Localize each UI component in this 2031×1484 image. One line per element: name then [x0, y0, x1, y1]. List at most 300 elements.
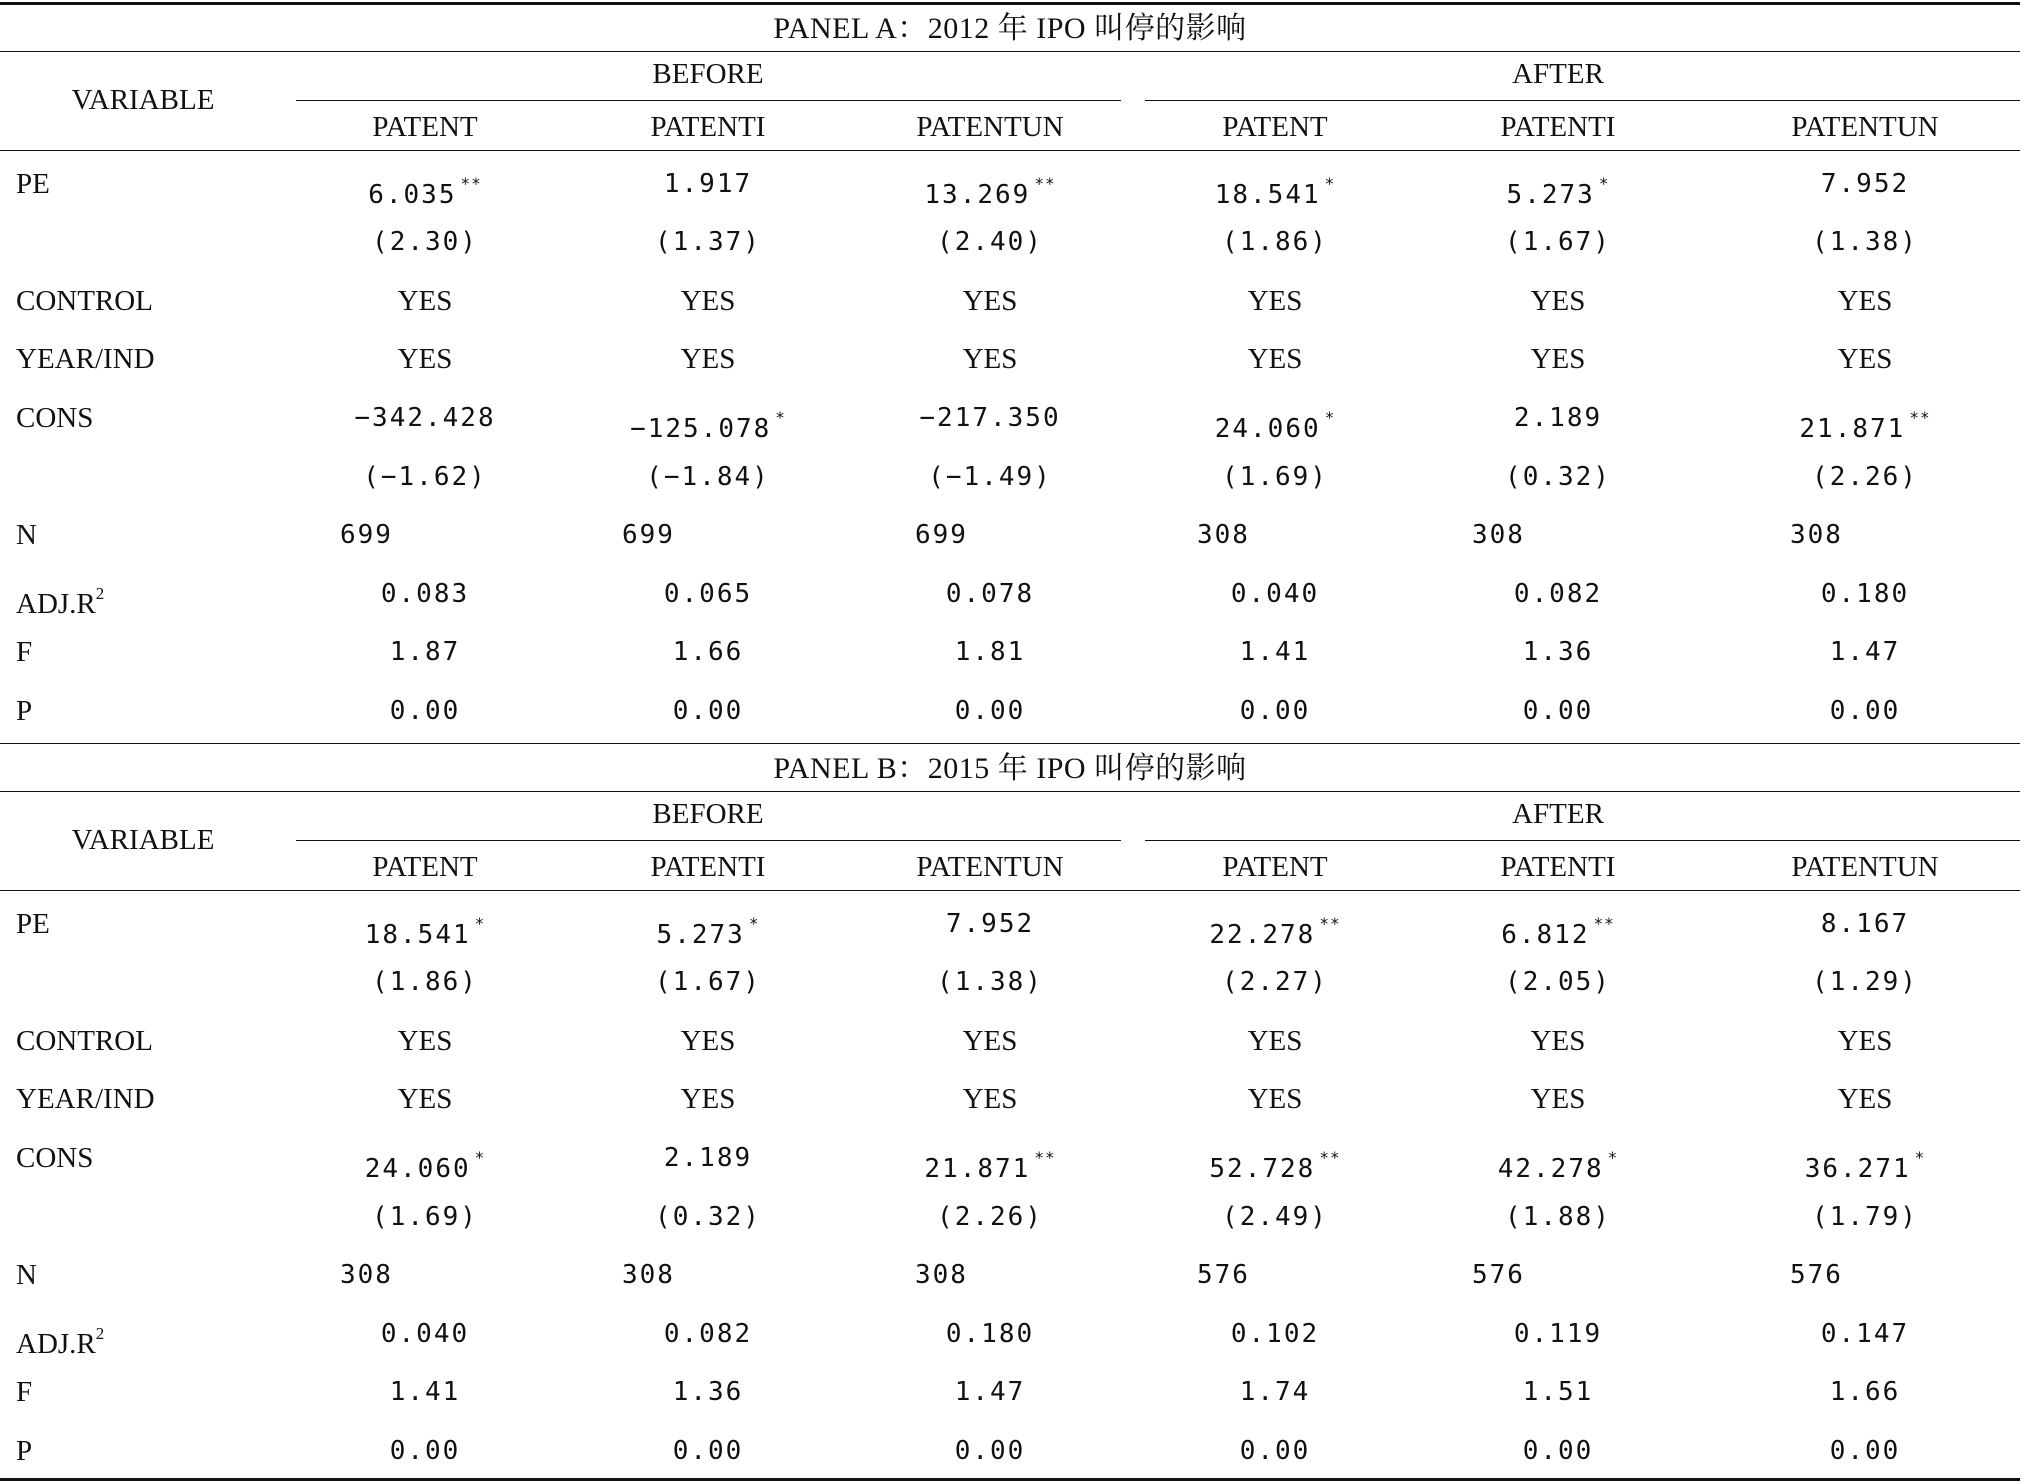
row-label [16, 1255, 37, 1295]
significance-stars: * [775, 408, 786, 427]
cell-value: −342.428 [354, 403, 496, 433]
cell-value: 0.083 [380, 579, 470, 609]
table-cell [1498, 1138, 1619, 1189]
row-label [16, 1314, 104, 1364]
cell-value: YES [962, 285, 1018, 317]
cell-value: YES [680, 285, 736, 317]
row-label-text: P [16, 695, 33, 727]
table-cell [1830, 1431, 1901, 1471]
cell-value: 308 [340, 1260, 393, 1290]
cell-value: 18.541 [1214, 180, 1321, 210]
row-label-superscript: 2 [95, 1324, 105, 1343]
table-cell [622, 1255, 675, 1295]
table-cell [655, 962, 761, 1002]
table-cell [681, 281, 736, 321]
row-label-superscript: 2 [95, 584, 105, 603]
cell-value: YES [1530, 285, 1586, 317]
cell-value: 1.41 [1239, 637, 1311, 667]
cell-value: 7.952 [945, 909, 1035, 939]
cell-value: YES [1247, 1083, 1303, 1115]
cell-value: 0.147 [1820, 1319, 1910, 1349]
cell-value: 308 [1472, 520, 1525, 550]
header-rule [0, 150, 2020, 151]
row-label [16, 339, 155, 379]
cell-value: YES [1530, 1025, 1586, 1057]
header-patentun-after: PATENTUN [1791, 111, 1939, 143]
cell-value: YES [397, 1083, 453, 1115]
table-cell [915, 515, 968, 555]
cell-value: 0.00 [954, 1436, 1026, 1466]
row-label [16, 1372, 32, 1412]
table-cell [937, 222, 1043, 262]
table-cell [1197, 1255, 1250, 1295]
table-cell [622, 515, 675, 555]
table-cell [646, 457, 770, 497]
table-cell [963, 339, 1018, 379]
panel-title: PANEL A：2012 年 IPO 叫停的影响 [773, 12, 1247, 45]
cell-value: YES [962, 1025, 1018, 1057]
title-rule [0, 791, 2020, 792]
cell-value: (1.79) [1812, 1202, 1918, 1232]
cell-value: 1.66 [672, 637, 744, 667]
row-label-text: CONTROL [16, 1025, 153, 1057]
cell-value: YES [1837, 343, 1893, 375]
header-group-before: BEFORE [652, 798, 764, 830]
after-group-rule [1145, 840, 2020, 841]
table-cell [1821, 904, 1909, 944]
table-cell [681, 1079, 736, 1119]
cell-value: (1.67) [655, 967, 761, 997]
significance-stars: ** [1909, 408, 1931, 427]
table-cell [915, 1255, 968, 1295]
significance-stars: ** [1593, 914, 1615, 933]
table-cell [1523, 1431, 1594, 1471]
cell-value: (1.88) [1505, 1202, 1611, 1232]
cell-value: YES [680, 343, 736, 375]
table-cell [657, 904, 760, 955]
table-cell [924, 164, 1055, 215]
table-cell [924, 1138, 1055, 1189]
cell-value: 7.952 [1820, 169, 1910, 199]
cell-value: 0.00 [954, 696, 1026, 726]
row-label [16, 632, 32, 672]
table-cell [1514, 398, 1602, 438]
table-cell [368, 164, 482, 215]
table-cell [1531, 339, 1586, 379]
table-cell [655, 222, 761, 262]
row-label-text: YEAR/IND [16, 1083, 155, 1115]
before-group-rule [296, 840, 1121, 841]
panel-title: PANEL B：2015 年 IPO 叫停的影响 [773, 752, 1247, 785]
row-label-text: CONTROL [16, 285, 153, 317]
after-group-rule [1145, 100, 2020, 101]
cell-value: 1.47 [954, 1377, 1026, 1407]
table-cell [1472, 1255, 1525, 1295]
cell-value: YES [680, 1025, 736, 1057]
table-cell [1505, 962, 1611, 1002]
cell-value: (−1.84) [646, 462, 770, 492]
cell-value: (0.32) [1505, 462, 1611, 492]
table-cell [398, 1021, 453, 1061]
cell-value: (2.26) [937, 1202, 1043, 1232]
table-cell [1501, 904, 1615, 955]
table-cell [1830, 1372, 1901, 1412]
row-label [16, 1138, 93, 1178]
cell-value: YES [680, 1083, 736, 1115]
table-cell [1805, 1138, 1926, 1189]
cell-value: 699 [915, 520, 968, 550]
table-cell [681, 1021, 736, 1061]
cell-value: 1.917 [663, 169, 753, 199]
cell-value: 576 [1472, 1260, 1525, 1290]
table-cell [1812, 1197, 1918, 1237]
table-cell [1222, 962, 1328, 1002]
table-cell [1240, 1372, 1311, 1412]
cell-value: YES [1530, 1083, 1586, 1115]
header-patentun-after: PATENTUN [1791, 851, 1939, 883]
table-cell [1209, 1138, 1340, 1189]
table-cell [1821, 1314, 1909, 1354]
table-cell [1799, 398, 1930, 449]
cell-value: (1.38) [937, 967, 1043, 997]
cell-value: 36.271 [1804, 1154, 1911, 1184]
table-cell [946, 904, 1034, 944]
cell-value: 0.065 [663, 579, 753, 609]
cell-value: 18.541 [364, 920, 471, 950]
row-label [16, 1431, 32, 1471]
cell-value: 1.36 [1522, 637, 1594, 667]
row-label-text: YEAR/IND [16, 343, 155, 375]
cell-value: 1.41 [389, 1377, 461, 1407]
row-label [16, 1079, 155, 1119]
table-cell [1514, 574, 1602, 614]
row-label [16, 281, 153, 321]
cell-value: 576 [1790, 1260, 1843, 1290]
cell-value: (2.40) [937, 227, 1043, 257]
cell-value: 0.040 [380, 1319, 470, 1349]
cell-value: 0.180 [1820, 579, 1910, 609]
table-cell [398, 339, 453, 379]
cell-value: 21.871 [924, 1154, 1031, 1184]
cell-value: (−1.62) [363, 462, 487, 492]
cell-value: 21.871 [1799, 414, 1906, 444]
table-cell [398, 281, 453, 321]
significance-stars: * [1324, 408, 1336, 427]
table-cell [390, 632, 461, 672]
cell-value: YES [1247, 1025, 1303, 1057]
table-cell [946, 574, 1034, 614]
header-patent-after: PATENT [1222, 111, 1328, 143]
row-label-text: F [16, 636, 33, 668]
table-cell [1215, 398, 1336, 449]
table-cell [664, 574, 752, 614]
table-cell [363, 457, 487, 497]
cell-value: 0.00 [1829, 696, 1901, 726]
header-patenti-before: PATENTI [650, 851, 766, 883]
cell-value: 22.278 [1209, 920, 1316, 950]
cell-value: 308 [915, 1260, 968, 1290]
table-cell [673, 632, 744, 672]
table-cell [1812, 457, 1918, 497]
table-cell [937, 1197, 1043, 1237]
cell-value: 6.035 [368, 180, 457, 210]
table-cell [1812, 222, 1918, 262]
table-cell [1523, 632, 1594, 672]
table-cell [928, 457, 1052, 497]
table-cell [398, 1079, 453, 1119]
table-cell [1531, 281, 1586, 321]
cell-value: 2.189 [1513, 403, 1603, 433]
table-cell [390, 1431, 461, 1471]
row-label [16, 515, 37, 555]
row-label-text: P [16, 1435, 33, 1467]
table-cell [1523, 691, 1594, 731]
header-patent-before: PATENT [372, 111, 478, 143]
table-cell [1531, 1079, 1586, 1119]
cell-value: 1.81 [954, 637, 1026, 667]
cell-value: 0.040 [1230, 579, 1320, 609]
cell-value: (1.67) [1505, 227, 1611, 257]
row-label-text: N [16, 519, 37, 551]
cell-value: 1.74 [1239, 1377, 1311, 1407]
cell-value: 24.060 [364, 1154, 471, 1184]
cell-value: YES [1837, 1083, 1893, 1115]
table-cell [963, 281, 1018, 321]
cell-value: 1.47 [1829, 637, 1901, 667]
table-cell [340, 1255, 393, 1295]
cell-value: 0.00 [1522, 696, 1594, 726]
cell-value: −217.350 [919, 403, 1061, 433]
table-cell [1248, 1079, 1303, 1119]
cell-value: 5.273 [656, 920, 745, 950]
cell-value: 0.00 [1239, 696, 1311, 726]
cell-value: (1.69) [372, 1202, 478, 1232]
row-label-text: ADJ.R [16, 588, 96, 620]
table-cell [1209, 904, 1340, 955]
table-cell [1505, 1197, 1611, 1237]
cell-value: 1.51 [1522, 1377, 1594, 1407]
cell-value: 0.00 [1239, 1436, 1311, 1466]
cell-value: YES [1837, 285, 1893, 317]
cell-value: (2.27) [1222, 967, 1328, 997]
row-label-text: CONS [16, 1142, 94, 1174]
table-cell [1222, 457, 1328, 497]
table-cell [946, 1314, 1034, 1354]
cell-value: (1.38) [1812, 227, 1918, 257]
header-group-after: AFTER [1512, 798, 1604, 830]
row-label-text: N [16, 1259, 37, 1291]
before-group-rule [296, 100, 1121, 101]
table-cell [372, 1197, 478, 1237]
significance-stars: ** [460, 174, 482, 193]
table-cell [340, 515, 393, 555]
table-cell [673, 1372, 744, 1412]
cell-value: (1.86) [372, 967, 478, 997]
significance-stars: * [474, 1148, 486, 1167]
row-label-text: PE [16, 908, 50, 940]
cell-value: YES [1837, 1025, 1893, 1057]
significance-stars: * [474, 914, 486, 933]
table-cell [955, 691, 1026, 731]
cell-value: YES [962, 1083, 1018, 1115]
cell-value: 0.078 [945, 579, 1035, 609]
header-group-after: AFTER [1512, 58, 1604, 90]
cell-value: 6.812 [1501, 920, 1590, 950]
cell-value: (1.86) [1222, 227, 1328, 257]
cell-value: (2.05) [1505, 967, 1611, 997]
header-variable: VARIABLE [71, 824, 215, 856]
significance-stars: * [1324, 174, 1336, 193]
header-variable: VARIABLE [71, 84, 215, 116]
table-cell [1523, 1372, 1594, 1412]
cell-value: 308 [1197, 520, 1250, 550]
table-cell [1507, 164, 1610, 215]
table-cell [1838, 281, 1893, 321]
table-cell [630, 398, 786, 449]
table-cell [1240, 632, 1311, 672]
table-cell [1231, 574, 1319, 614]
cell-value: 5.273 [1506, 180, 1595, 210]
cell-value: 0.180 [945, 1319, 1035, 1349]
table-cell [1821, 574, 1909, 614]
table-cell [673, 1431, 744, 1471]
table-cell [664, 1314, 752, 1354]
table-cell [919, 398, 1060, 438]
table-cell [1505, 457, 1611, 497]
row-label [16, 1021, 153, 1061]
header-patent-after: PATENT [1222, 851, 1328, 883]
table-cell [955, 1431, 1026, 1471]
cell-value: 308 [1790, 520, 1843, 550]
header-patentun-before: PATENTUN [916, 851, 1064, 883]
table-cell [1514, 1314, 1602, 1354]
table-cell [955, 632, 1026, 672]
significance-stars: ** [1319, 1148, 1341, 1167]
table-cell [372, 962, 478, 1002]
cell-value: 0.102 [1230, 1319, 1320, 1349]
header-rule [0, 890, 2020, 891]
cell-value: 0.00 [672, 1436, 744, 1466]
cell-value: 1.87 [389, 637, 461, 667]
header-patent-before: PATENT [372, 851, 478, 883]
cell-value: 308 [622, 1260, 675, 1290]
cell-value: 699 [622, 520, 675, 550]
significance-stars: * [748, 914, 760, 933]
table-cell [1222, 222, 1328, 262]
significance-stars: ** [1034, 1148, 1056, 1167]
cell-value: (1.69) [1222, 462, 1328, 492]
cell-value: YES [1247, 343, 1303, 375]
table-cell [955, 1372, 1026, 1412]
table-cell [390, 691, 461, 731]
table-cell [372, 222, 478, 262]
table-cell [664, 164, 752, 204]
table-cell [365, 1138, 486, 1189]
table-cell [1790, 515, 1843, 555]
row-label-text: F [16, 1376, 33, 1408]
significance-stars: ** [1034, 174, 1056, 193]
cell-value: 1.66 [1829, 1377, 1901, 1407]
table-cell [1830, 632, 1901, 672]
significance-stars: * [1914, 1148, 1926, 1167]
cell-value: 0.00 [389, 1436, 461, 1466]
table-cell [381, 574, 469, 614]
table-cell [1240, 691, 1311, 731]
cell-value: (2.49) [1222, 1202, 1328, 1232]
cell-value: 24.060 [1214, 414, 1321, 444]
cell-value: −125.078 [630, 414, 772, 444]
cell-value: (−1.49) [928, 462, 1052, 492]
cell-value: (1.29) [1812, 967, 1918, 997]
table-cell [1505, 222, 1611, 262]
table-cell [1472, 515, 1525, 555]
cell-value: 0.00 [1829, 1436, 1901, 1466]
cell-value: 0.00 [672, 696, 744, 726]
table-cell [1197, 515, 1250, 555]
cell-value: 0.00 [389, 696, 461, 726]
cell-value: YES [397, 1025, 453, 1057]
table-cell [1830, 691, 1901, 731]
table-cell [1838, 339, 1893, 379]
table-cell [1821, 164, 1909, 204]
cell-value: 576 [1197, 1260, 1250, 1290]
significance-stars: ** [1319, 914, 1341, 933]
row-label-text: PE [16, 168, 50, 200]
table-cell [390, 1372, 461, 1412]
table-cell [1231, 1314, 1319, 1354]
cell-value: (2.26) [1812, 462, 1918, 492]
table-cell [937, 962, 1043, 1002]
cell-value: YES [397, 343, 453, 375]
cell-value: YES [1530, 343, 1586, 375]
cell-value: 52.728 [1209, 1154, 1316, 1184]
cell-value: 699 [340, 520, 393, 550]
cell-value: 42.278 [1497, 1154, 1604, 1184]
table-cell [655, 1197, 761, 1237]
table-cell [1838, 1079, 1893, 1119]
cell-value: 2.189 [663, 1143, 753, 1173]
table-cell [1248, 281, 1303, 321]
table-cell [673, 691, 744, 731]
significance-stars: * [1607, 1148, 1619, 1167]
cell-value: (2.30) [372, 227, 478, 257]
cell-value: YES [397, 285, 453, 317]
cell-value: YES [962, 343, 1018, 375]
panel-a [0, 4, 2020, 744]
table-cell [1248, 339, 1303, 379]
row-label [16, 164, 50, 204]
table-cell [381, 1314, 469, 1354]
row-label [16, 574, 104, 624]
cell-value: (1.37) [655, 227, 761, 257]
cell-value: 1.36 [672, 1377, 744, 1407]
row-label-text: ADJ.R [16, 1328, 96, 1360]
cell-value: 0.119 [1513, 1319, 1603, 1349]
cell-value: (0.32) [655, 1202, 761, 1232]
row-label-text: CONS [16, 402, 94, 434]
table-cell [1240, 1431, 1311, 1471]
header-patenti-after: PATENTI [1500, 111, 1616, 143]
row-label [16, 398, 93, 438]
table-cell [664, 1138, 752, 1178]
cell-value: 13.269 [924, 180, 1031, 210]
table-cell [1222, 1197, 1328, 1237]
table-cell [1812, 962, 1918, 1002]
table-cell [365, 904, 486, 955]
table-cell [1790, 1255, 1843, 1295]
cell-value: 0.082 [663, 1319, 753, 1349]
header-patentun-before: PATENTUN [916, 111, 1064, 143]
